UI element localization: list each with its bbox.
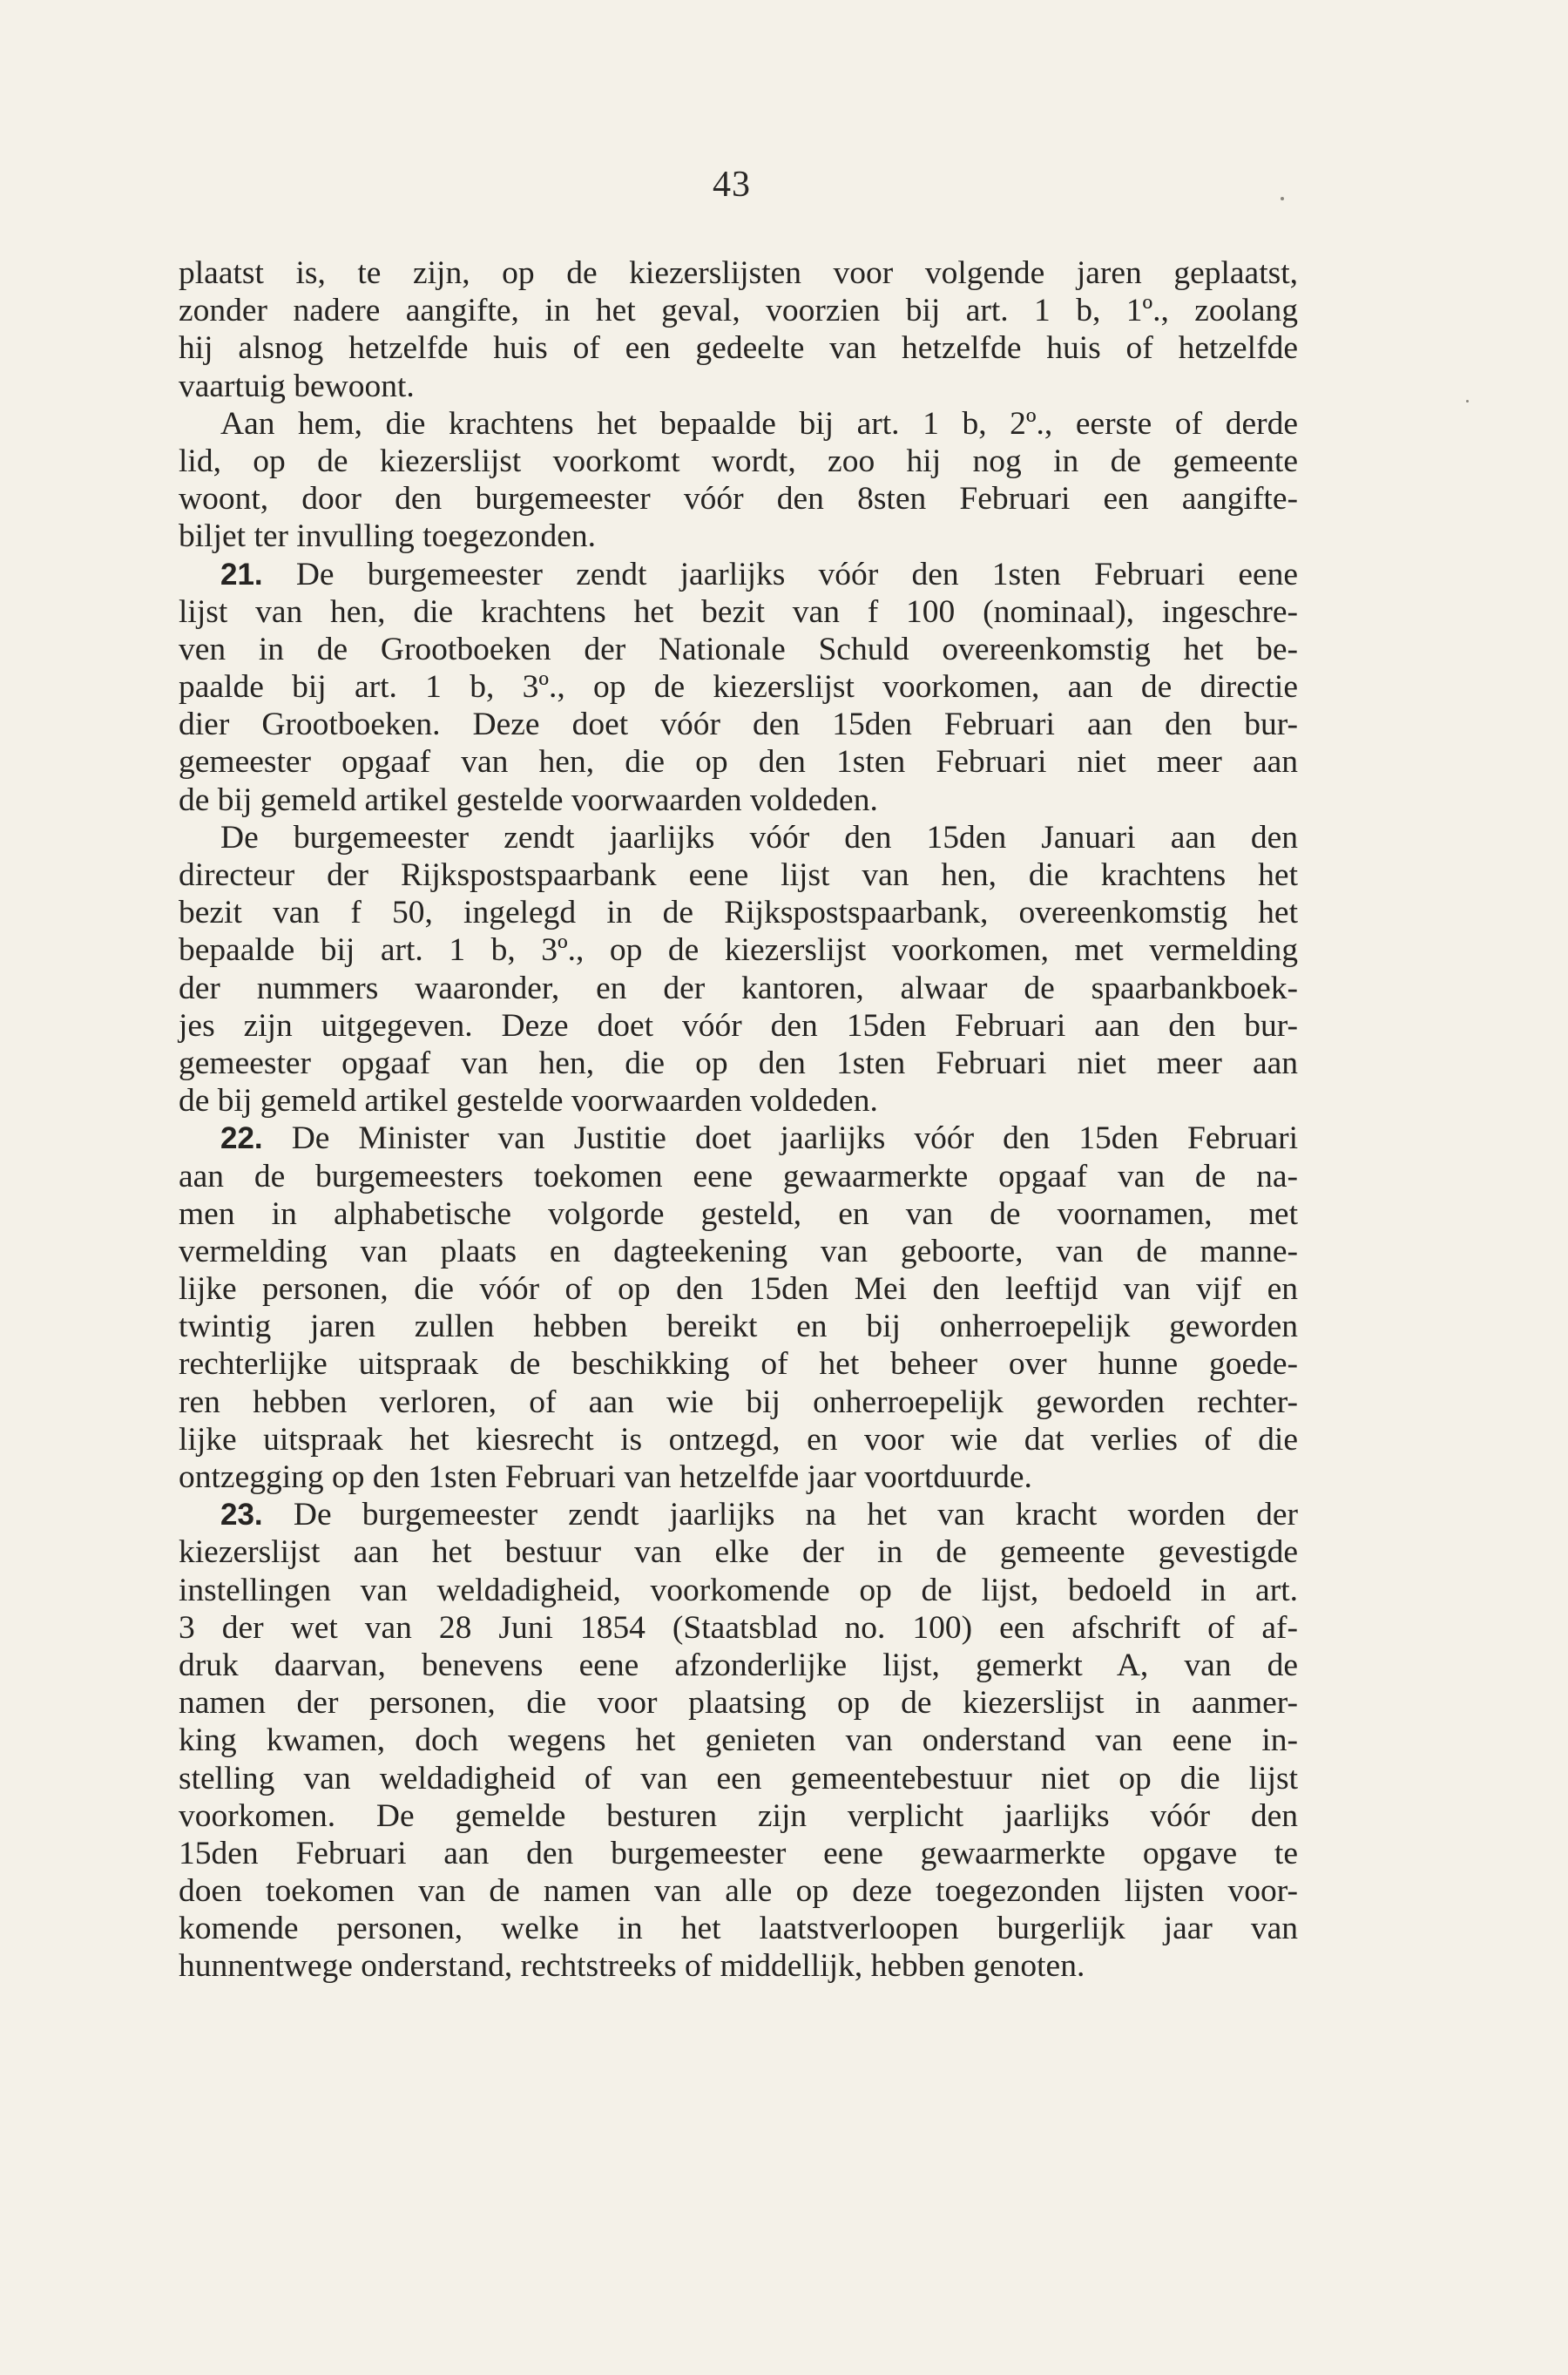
text-line [179, 1195, 1298, 1233]
text-line [179, 743, 1298, 781]
text-line [179, 1421, 1298, 1458]
text-line [179, 1458, 1298, 1496]
text-line [179, 1647, 1298, 1684]
line-text: vaartuig bewoont. [179, 368, 415, 404]
line-text: men in alphabetische volgorde gesteld, en van de voornamen, met [179, 1195, 1298, 1232]
text-line [179, 368, 1298, 405]
line-text: de bij gemeld artikel gestelde voorwaarden voldeden. [179, 782, 878, 818]
line-text: ontzegging op den 1sten Februari van hetzelfde jaar voortduurde. [179, 1459, 1032, 1495]
text-line [179, 782, 1298, 819]
line-text: rechterlijke uitspraak de beschikking of het beheer over hunne goede- [179, 1346, 1298, 1383]
text-line [179, 593, 1298, 631]
line-text: paalde bij art. 1 b, 3º., op de kiezerslijst voorkomen, aan de directie [179, 669, 1298, 706]
text-line [179, 1722, 1298, 1759]
line-text: De burgemeester zendt jaarlijks vóór den 15den Januari aan den [220, 819, 1298, 856]
line-text: doen toekomen van de namen van alle op deze toegezonden lijsten voor- [179, 1873, 1298, 1910]
text-line [179, 631, 1298, 668]
line-text: ren hebben verloren, of aan wie bij onherroepelijk geworden rechter- [179, 1384, 1298, 1420]
line-text: directeur der Rijkspostspaarbank eene lijst van hen, die krachtens het [179, 857, 1298, 893]
line-text: voorkomen. De gemelde besturen zijn verplicht jaarlijks vóór den [179, 1797, 1298, 1834]
line-text: gemeester opgaaf van hen, die op den 1sten Februari niet meer aan [179, 744, 1298, 781]
text-line [179, 1572, 1298, 1609]
text-line [179, 556, 1298, 593]
text-line [179, 1684, 1298, 1722]
line-text: bezit van f 50, ingelegd in de Rijkspostspaarbank, overeenkomstig het [179, 895, 1298, 931]
line-text: gemeester opgaaf van hen, die op den 1sten Februari niet meer aan [179, 1045, 1298, 1081]
line-text: lijke uitspraak het kiesrecht is ontzegd, en voor wie dat verlies of die [179, 1421, 1298, 1458]
line-text: ven in de Grootboeken der Nationale Schuld overeenkomstig het be- [179, 631, 1298, 667]
text-line [179, 292, 1298, 329]
line-text: woont, door den burgemeester vóór den 8sten Februari een aangifte- [179, 481, 1298, 518]
text-line [179, 1082, 1298, 1120]
line-text: hij alsnog hetzelfde huis of een gedeelte van hetzelfde huis of hetzelfde [179, 330, 1298, 367]
text-line [179, 480, 1298, 518]
text-line [179, 1308, 1298, 1345]
text-line [179, 970, 1298, 1007]
text-line [179, 1120, 1298, 1157]
page-number: 43 [713, 165, 751, 205]
line-text: dier Grootboeken. Deze doet vóór den 15den Februari aan den bur- [179, 707, 1298, 743]
text-line [179, 1007, 1298, 1045]
text-line [179, 931, 1298, 969]
line-text: komende personen, welke in het laatstverloopen burgerlijk jaar van [179, 1911, 1298, 1947]
text-line [179, 1609, 1298, 1647]
line-text: biljet ter invulling toegezonden. [179, 518, 597, 555]
line-text: lijst van hen, die krachtens het bezit van f 100 (nominaal), ingeschre- [179, 593, 1298, 630]
line-text: vermelding van plaats en dagteekening van geboorte, van de manne- [179, 1233, 1298, 1269]
text-line [179, 1270, 1298, 1308]
text-line [179, 668, 1298, 706]
line-text: king kwamen, doch wegens het genieten van onderstand van eene in- [179, 1722, 1298, 1759]
text-line [179, 819, 1298, 856]
line-text: instellingen van weldadigheid, voorkomende op de lijst, bedoeld in art. [179, 1572, 1298, 1608]
line-text: twintig jaren zullen hebben bereikt en bij onherroepelijk geworden [179, 1309, 1298, 1345]
line-text: stelling van weldadigheid of van een gemeentebestuur niet op die lijst [179, 1760, 1298, 1796]
line-text: hunnentwege onderstand, rechtstreeks of middellijk, hebben genoten. [179, 1948, 1085, 1985]
text-line [179, 1760, 1298, 1797]
line-text: De burgemeester zendt jaarlijks vóór den 1sten Februari eene [295, 556, 1298, 592]
text-line [179, 1947, 1298, 1985]
article-number: 21. [220, 557, 263, 592]
line-text: De burgemeester zendt jaarlijks na het van kracht worden der [293, 1497, 1299, 1533]
line-text: de bij gemeld artikel gestelde voorwaarden voldeden. [179, 1083, 878, 1120]
text-line [179, 1496, 1298, 1533]
line-text: zonder nadere aangifte, in het geval, voorzien bij art. 1 b, 1º., zoolang [179, 293, 1298, 329]
line-text: namen der personen, die voor plaatsing op de kiezerslijst in aanmer- [179, 1685, 1298, 1722]
text-line [179, 329, 1298, 367]
line-text: aan de burgemeesters toekomen eene gewaarmerkte opgaaf van de na- [179, 1158, 1298, 1194]
line-text: der nummers waaronder, en der kantoren, alwaar de spaarbankboek- [179, 970, 1298, 1006]
body-text [179, 254, 1298, 1986]
text-line [179, 1872, 1298, 1910]
line-text: 3 der wet van 28 Juni 1854 (Staatsblad no. 100) een afschrift of af- [179, 1609, 1298, 1646]
text-line [179, 443, 1298, 480]
line-text: druk daarvan, benevens eene afzonderlijke lijst, gemerkt A, van de [179, 1647, 1298, 1683]
line-text: lijke personen, die vóór of op den 15den Mei den leeftijd van vijf en [179, 1271, 1298, 1308]
article-number: 22. [220, 1121, 263, 1156]
paper-speck [1281, 197, 1284, 200]
text-line [179, 405, 1298, 443]
article-number: 23. [220, 1498, 263, 1533]
line-text: kiezerslijst aan het bestuur van elke der in de gemeente gevestigde [179, 1534, 1298, 1571]
text-line [179, 1158, 1298, 1195]
text-line [179, 1045, 1298, 1082]
text-line [179, 894, 1298, 931]
line-text: De Minister van Justitie doet jaarlijks vóór den 15den Februari [291, 1120, 1299, 1157]
paper-speck [1466, 400, 1469, 403]
text-line [179, 1384, 1298, 1421]
line-text: Aan hem, die krachtens het bepaalde bij art. 1 b, 2º., eerste of derde [220, 405, 1298, 442]
line-text: plaatst is, te zijn, op de kiezerslijsten voor volgende jaren geplaatst, [179, 255, 1298, 291]
text-line [179, 1345, 1298, 1383]
text-line [179, 254, 1298, 292]
text-line [179, 1533, 1298, 1571]
text-line [179, 856, 1298, 894]
text-line [179, 518, 1298, 555]
text-line [179, 1233, 1298, 1270]
text-line [179, 1835, 1298, 1872]
text-line [179, 1797, 1298, 1835]
line-text: bepaalde bij art. 1 b, 3º., op de kiezerslijst voorkomen, met vermelding [179, 932, 1298, 969]
line-text: 15den Februari aan den burgemeester eene gewaarmerkte opgave te [179, 1835, 1298, 1871]
line-text: jes zijn uitgegeven. Deze doet vóór den 15den Februari aan den bur- [179, 1007, 1298, 1044]
text-line [179, 706, 1298, 743]
line-text: lid, op de kiezerslijst voorkomt wordt, zoo hij nog in de gemeente [179, 443, 1298, 479]
text-line [179, 1910, 1298, 1947]
